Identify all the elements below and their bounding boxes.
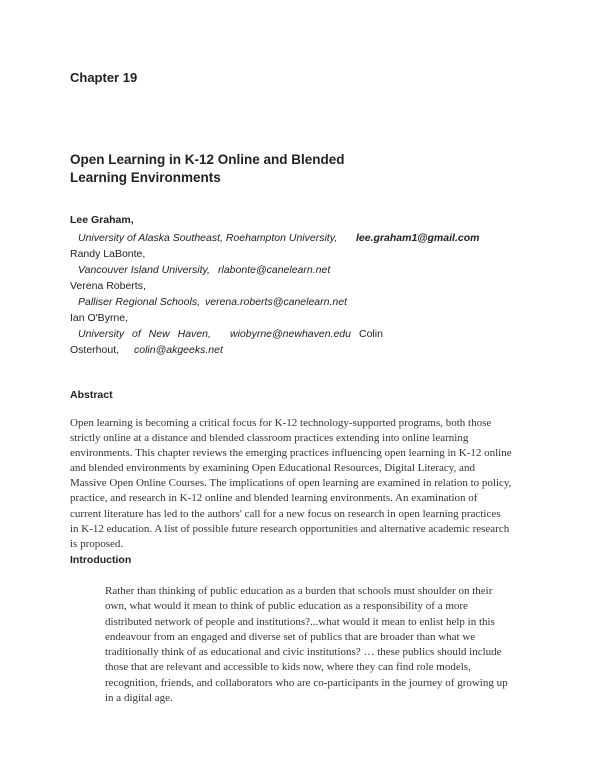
abstract-heading: Abstract xyxy=(70,389,113,401)
quote-line: endeavour from an engaged and diverse set of publics that are broader than what we xyxy=(105,630,476,643)
author-labonte-affiliation: Vancouver Island University, xyxy=(78,264,210,276)
author-obyrne-affiliation: University of New Haven, xyxy=(78,328,211,340)
author-osterhout-last-name: Osterhout, xyxy=(70,344,120,356)
author-osterhout-email[interactable]: colin@akgeeks.net xyxy=(134,344,223,356)
quote-line: traditionally think of as educational and civic institutions? … these publics should include xyxy=(105,646,502,659)
abstract-line: is proposed. xyxy=(70,537,124,550)
author-roberts-name: Verena Roberts, xyxy=(70,280,146,292)
quote-line: distributed network of people and institutions?...what would it mean to enlist help in this xyxy=(105,615,495,628)
abstract-line: Massive Open Online Courses. The implications of open learning are examined in relation to policy, xyxy=(70,477,512,490)
abstract-line: current literature has led to the authors' call for a new focus on research in open learning practices xyxy=(70,507,501,520)
abstract-line: practice, and research in K-12 online and blended learning environments. An examination of xyxy=(70,492,478,505)
quote-line: Rather than thinking of public education as a burden that schools must shoulder on their xyxy=(105,585,493,597)
author-obyrne-name: Ian O'Byrne, xyxy=(70,312,129,324)
author-graham-name: Lee Graham, xyxy=(70,214,134,226)
abstract-line: Open learning is becoming a critical focus for K-12 technology-supported programs, both those xyxy=(70,417,492,429)
author-graham-affiliation: University of Alaska Southeast, Roehampton University, xyxy=(78,232,338,244)
quote-line: recognition, friends, and collaborators who are co-participants in the journey of growing up xyxy=(105,676,508,689)
abstract-line: and blended environments by examining Open Educational Resources, Digital Literacy, and xyxy=(70,462,475,475)
author-labonte-name: Randy LaBonte, xyxy=(70,248,146,260)
author-roberts-email[interactable]: verena.roberts@canelearn.net xyxy=(205,296,347,308)
quote-line: own, what would it mean to think of public education as a responsibility of a more xyxy=(105,600,468,613)
abstract-body xyxy=(70,416,530,552)
author-osterhout-first-name: Colin xyxy=(359,328,383,340)
abstract-line: in K-12 education. A list of possible future research opportunities and alternative academic research xyxy=(70,522,510,535)
introduction-block-quote xyxy=(105,584,545,706)
quote-line: in a digital age. xyxy=(105,692,173,705)
chapter-label: Chapter 19 xyxy=(70,70,138,85)
chapter-title-line-1: Open Learning in K-12 Online and Blended xyxy=(70,152,345,167)
chapter-title xyxy=(70,151,490,187)
abstract-line: strictly online at a distance and blended classroom practices extending into online learning xyxy=(70,432,469,445)
author-obyrne-email[interactable]: wiobyrne@newhaven.edu xyxy=(230,328,351,340)
abstract-line: environments. This chapter reviews the emerging practices influencing open learning in K-12 online xyxy=(70,447,512,460)
author-labonte-email[interactable]: rlabonte@canelearn.net xyxy=(218,264,331,276)
chapter-title-line-2: Learning Environments xyxy=(70,170,221,185)
quote-line: those that are relevant and accessible to kids now, where they can find role models, xyxy=(105,661,471,674)
author-graham-email[interactable]: lee.graham1@gmail.com xyxy=(356,232,480,244)
author-roberts-affiliation: Palliser Regional Schools, xyxy=(78,296,200,308)
introduction-heading: Introduction xyxy=(70,554,132,566)
